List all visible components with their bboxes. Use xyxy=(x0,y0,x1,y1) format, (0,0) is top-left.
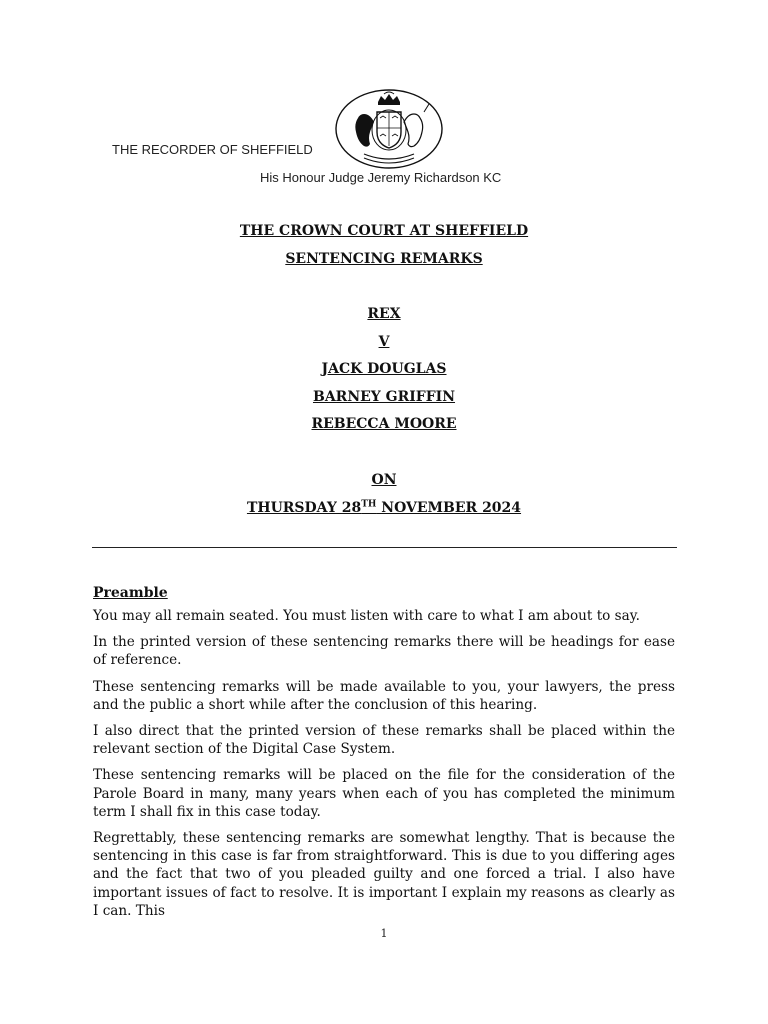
document-title: SENTENCING REMARKS xyxy=(285,251,483,267)
royal-coat-of-arms-icon xyxy=(334,88,444,170)
document-body xyxy=(93,583,675,928)
judge-name: His Honour Judge Jeremy Richardson KC xyxy=(260,170,502,185)
on-label: ON xyxy=(371,472,397,488)
court-name: THE CROWN COURT AT SHEFFIELD xyxy=(239,223,529,239)
paragraph: These sentencing remarks will be placed on the file for the consideration of the Parole Board in many, many years when each of you has completed the minimum term I shall fix in this case today. xyxy=(93,767,675,820)
section-heading: Preamble xyxy=(93,585,168,601)
paragraph: I also direct that the printed version of these remarks shall be placed within the relevant section of the Digital Case System. xyxy=(93,723,675,758)
paragraph: You may all remain seated. You must listen with care to what I am about to say. xyxy=(93,608,640,624)
versus-label: V xyxy=(378,334,390,350)
hearing-date-ordinal: TH xyxy=(361,499,377,510)
paragraph: These sentencing remarks will be made available to you, your lawyers, the press and the public a short while after the conclusion of this hearing. xyxy=(93,678,675,713)
page-number: 1 xyxy=(380,927,388,940)
hearing-date xyxy=(0,500,768,516)
recorder-title: THE RECORDER OF SHEFFIELD xyxy=(112,142,313,157)
case-party: REX xyxy=(367,306,401,322)
defendant-name: JACK DOUGLAS xyxy=(321,361,447,377)
divider-rule xyxy=(92,547,677,548)
hearing-date-day: THURSDAY 28 xyxy=(246,500,362,516)
defendant-name: REBECCA MOORE xyxy=(311,416,457,432)
hearing-date-month-year: NOVEMBER 2024 xyxy=(376,500,522,516)
defendant-name: BARNEY GRIFFIN xyxy=(312,389,456,405)
paragraph: Regrettably, these sentencing remarks are somewhat lengthy. That is because the sentencing in this case is far from straightforward. This is due to you differing ages and the fact that two of you pleaded guilty and one forced a trial. I also have important issues of fact to resolve. It is important I explain my reasons as clearly as I can. This xyxy=(93,830,675,919)
paragraph: In the printed version of these sentencing remarks there will be headings for ease of reference. xyxy=(93,634,675,669)
